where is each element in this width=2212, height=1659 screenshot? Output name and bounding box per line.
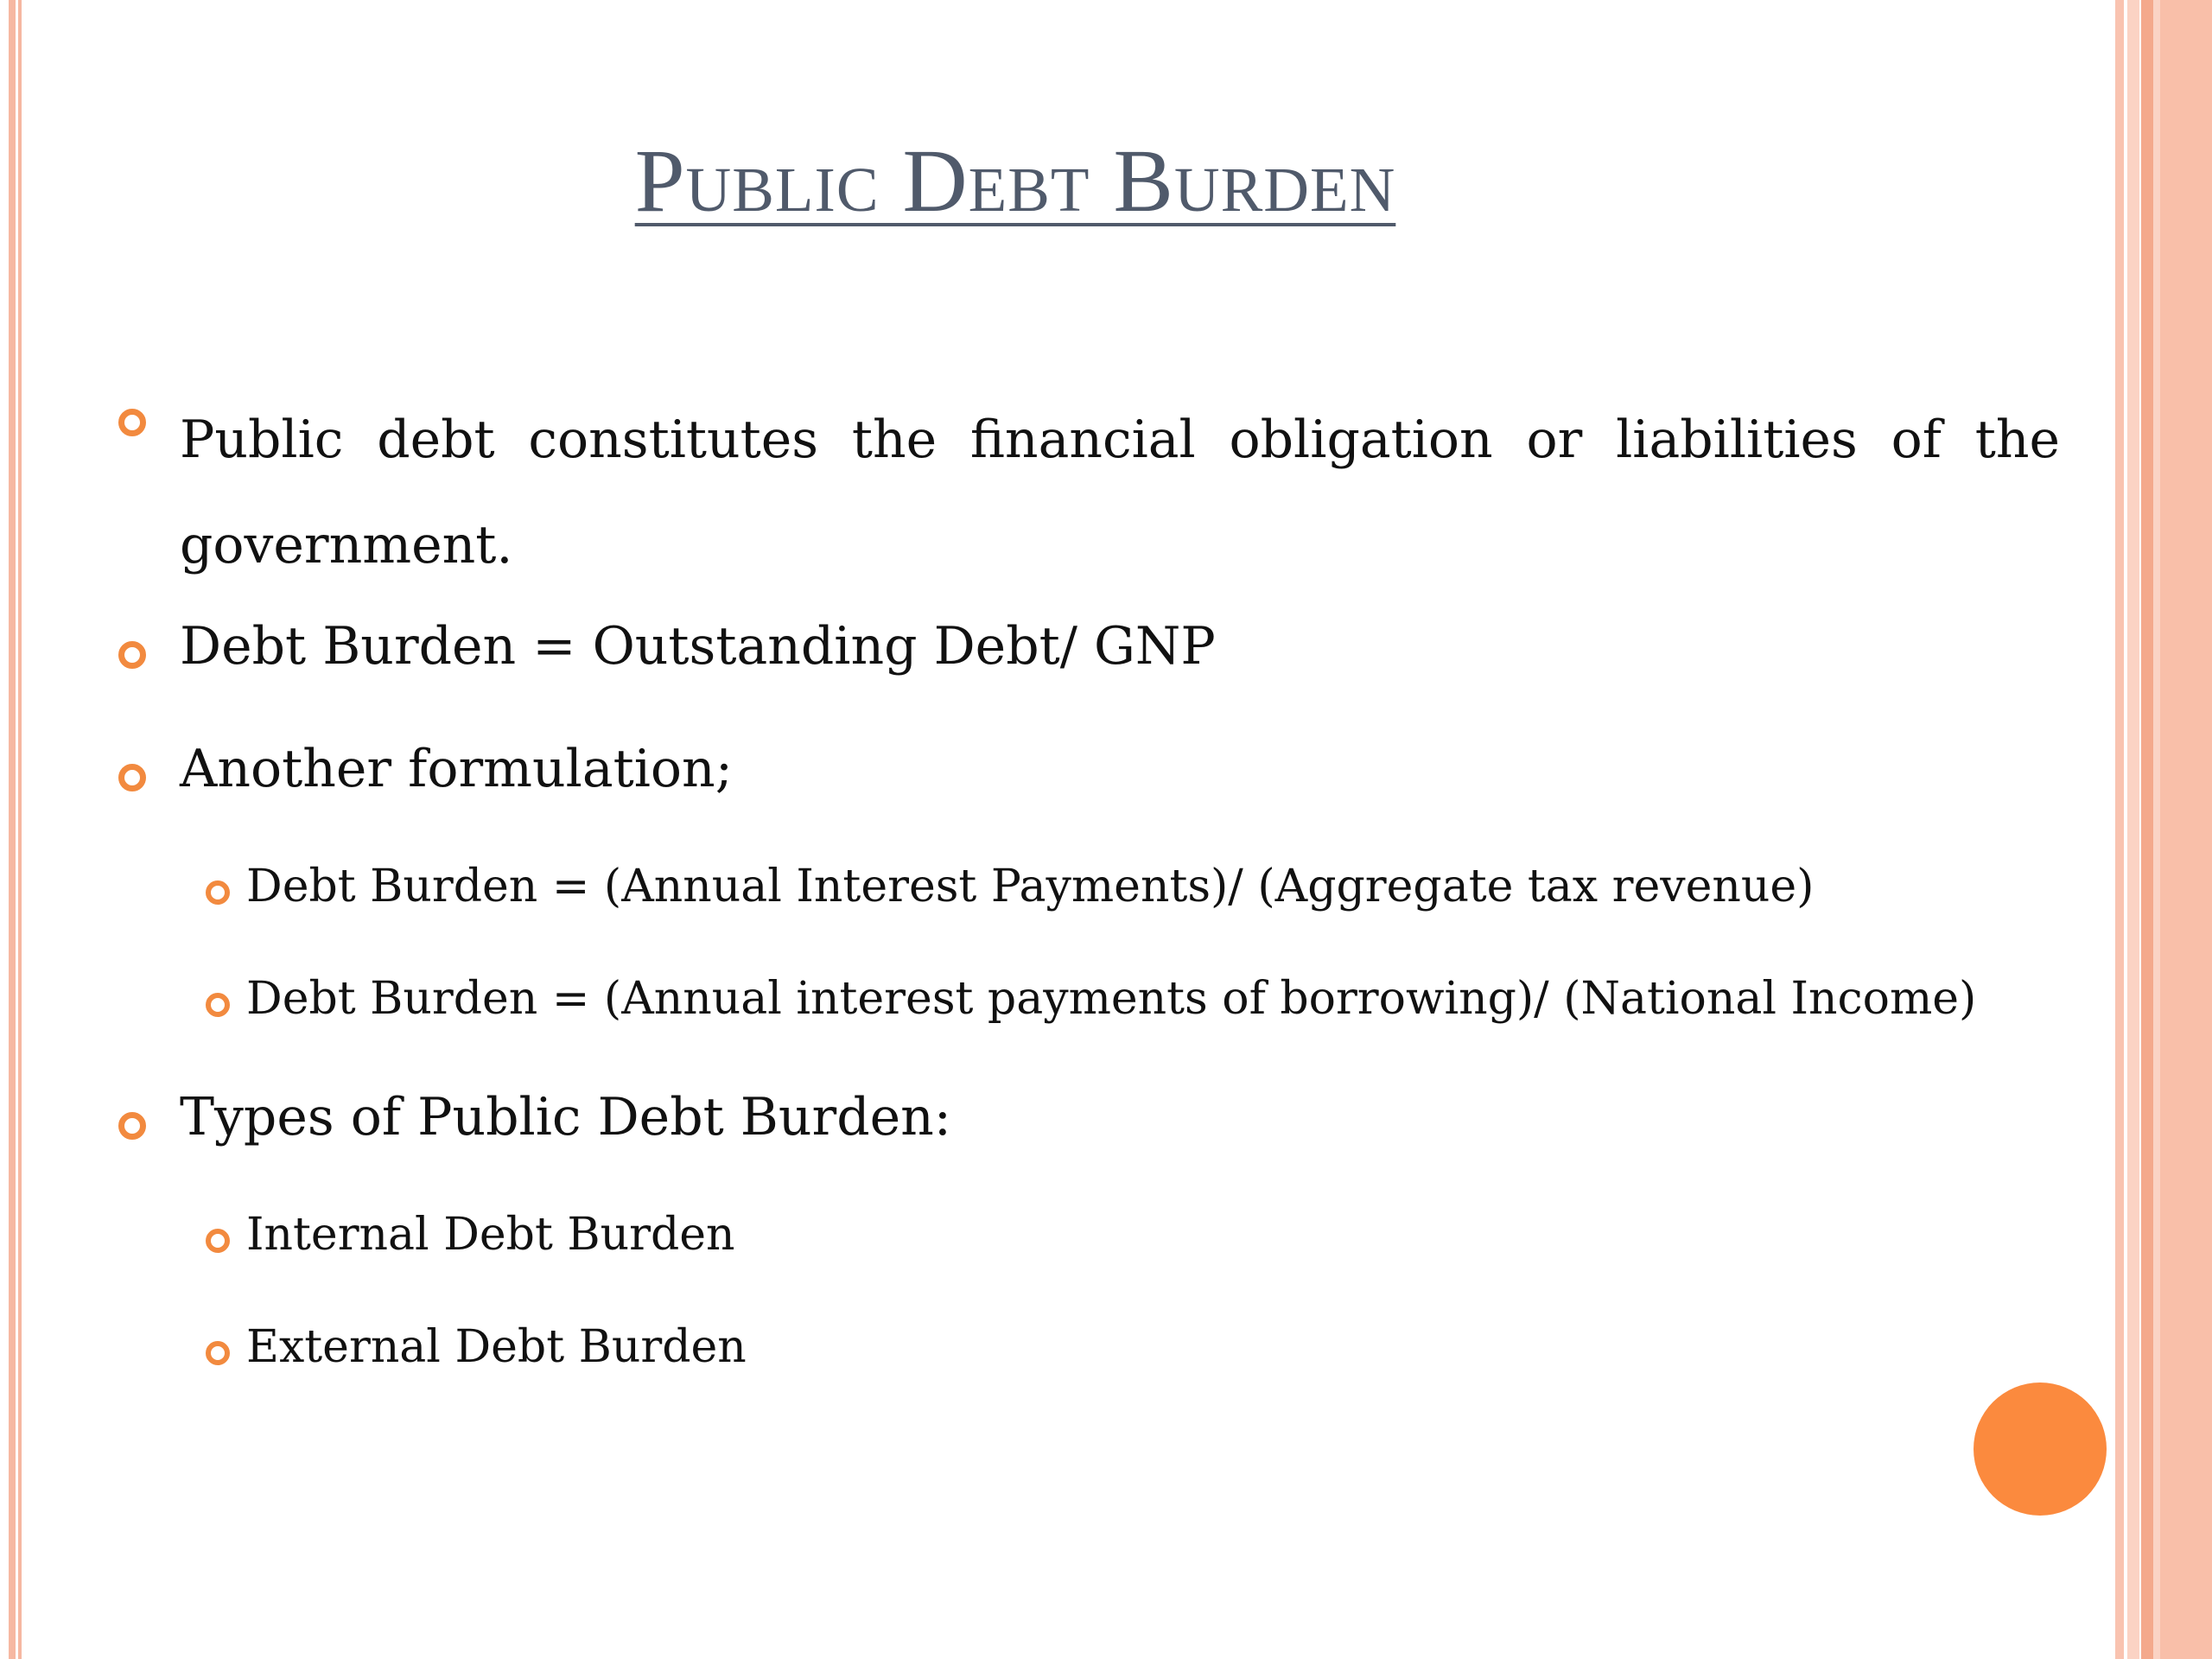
bullet-formula-main: Debt Burden = Outstanding Debt/ GNP <box>180 616 1216 677</box>
bullet-another-formulation: Another formulation; <box>180 739 733 799</box>
sub-bullet-icon <box>206 880 230 905</box>
bullet-icon <box>118 409 146 436</box>
right-border-stripe <box>2141 0 2153 1659</box>
sub-bullet-external: External Debt Burden <box>246 1321 747 1373</box>
right-border-stripe <box>2115 0 2124 1659</box>
left-border-stripe-thin <box>18 0 22 1659</box>
sub-bullet-formula-alt2: Debt Burden = (Annual interest payments of borrowing)/ (National Income) <box>246 973 1977 1025</box>
right-border-band <box>2160 0 2212 1659</box>
bullet-definition: Public debt constitutes the financial obligation or liabilities of the government. <box>180 410 2060 575</box>
bullet-types: Types of Public Debt Burden: <box>180 1087 951 1147</box>
right-border-stripe <box>2153 0 2160 1659</box>
orange-circle-decoration <box>1974 1382 2107 1516</box>
bullet-icon <box>118 641 146 669</box>
sub-bullet-formula-alt1: Debt Burden = (Annual Interest Payments)/ (Aggregate tax revenue) <box>246 861 1815 912</box>
bullet-icon <box>118 764 146 791</box>
sub-bullet-icon <box>206 993 230 1017</box>
bullet-icon <box>118 1112 146 1140</box>
left-border-stripe <box>9 0 16 1659</box>
sub-bullet-icon <box>206 1229 230 1253</box>
right-border-stripe <box>2127 0 2139 1659</box>
sub-bullet-internal: Internal Debt Burden <box>246 1209 735 1261</box>
slide-title: Public Debt Burden <box>634 131 1396 231</box>
sub-bullet-icon <box>206 1341 230 1365</box>
